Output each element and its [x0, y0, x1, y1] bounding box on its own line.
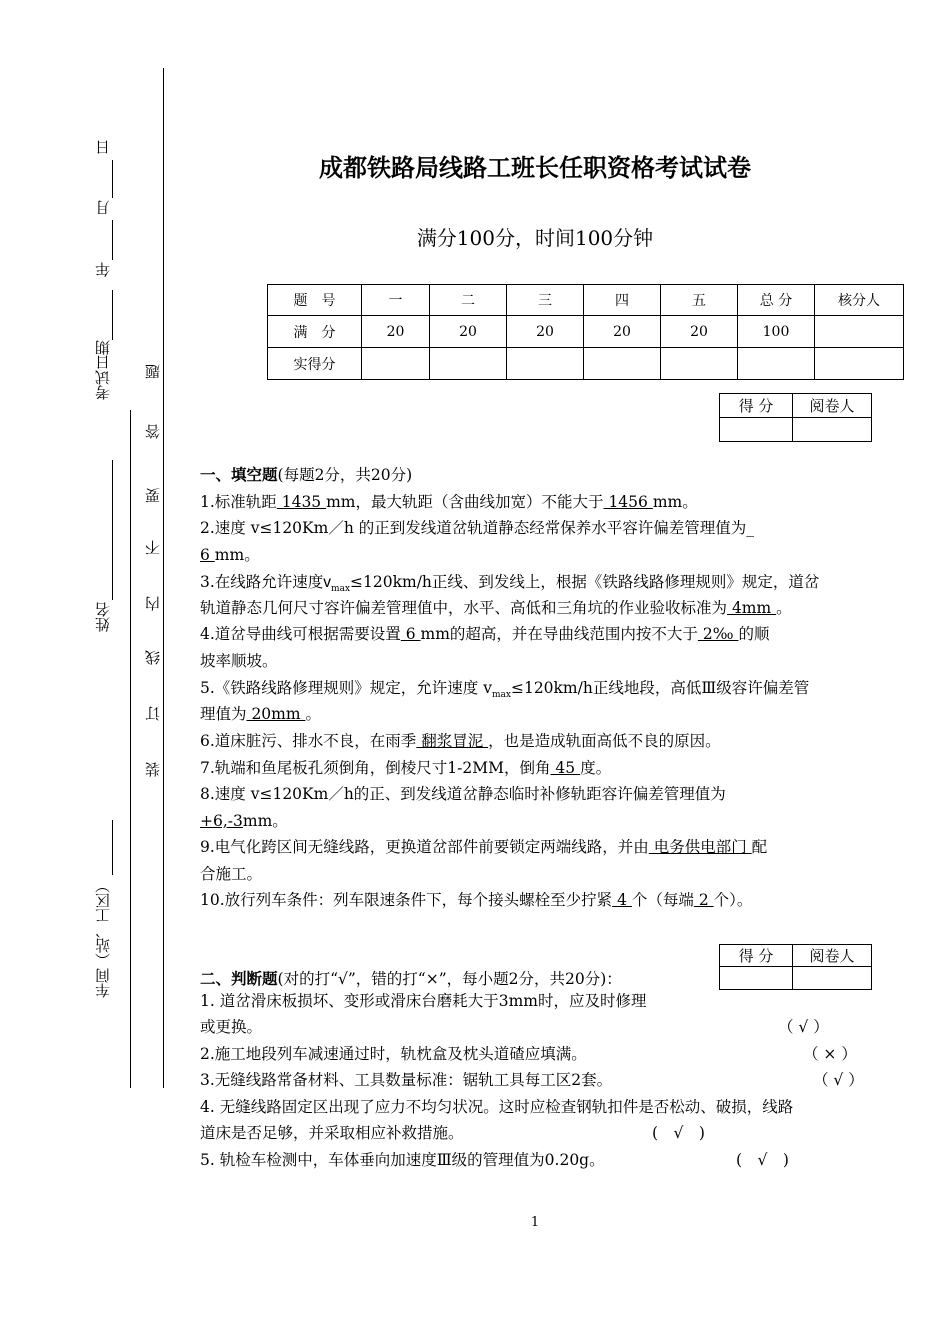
question-10: 10.放行列车条件：列车限速条件下，每个接头螺栓至少拧紧 4 个（每端 2 个）。 [200, 891, 753, 909]
binding-line-2 [130, 410, 131, 1088]
exam-date-label: 考试日期 [94, 340, 112, 400]
full-score-cell: 20 [584, 316, 661, 348]
question-5-line2: 理值为 20mm 。 [200, 705, 322, 723]
answer[interactable]: 4 [612, 891, 632, 909]
page-subtitle: 满分100分，时间100分钟 [416, 226, 654, 250]
judge-question-3: 3.无缝线路常备材料、工具数量标准：锯轨工具每工区2套。 [200, 1071, 613, 1089]
question-8: 8.速度 v≤120Km／h的正、到发线道岔静态临时补修轨距容许偏差管理值为 [200, 785, 726, 803]
name-blank [112, 460, 113, 600]
obtained-score-cell[interactable] [362, 348, 430, 380]
column-header: 总 分 [738, 285, 815, 316]
question-1: 1.标准轨距 1435 mm，最大轨距（含曲线加宽）不能大于 1456 mm。 [200, 493, 698, 511]
question-9-line2: 合施工。 [200, 865, 263, 883]
score-table [267, 284, 904, 380]
score-label: 得 分 [720, 945, 793, 967]
section2-heading: 二、判断题(对的打“√”，错的打“×”，每小题2分，共20分)： [200, 969, 622, 988]
answer[interactable]: 45 [550, 759, 581, 777]
question-8-line2: +6,-3mm。 [200, 812, 288, 830]
question-6: 6.道床脏污、排水不良，在雨季 翻浆冒泥 ，也是造成轨面高低不良的原因。 [200, 732, 721, 750]
full-score-cell: 20 [430, 316, 507, 348]
row-label: 满 分 [268, 316, 362, 348]
answer[interactable]: 20mm [246, 705, 306, 723]
judge-mark[interactable]: （ √ ） [813, 1071, 864, 1089]
month-label: 月 [94, 200, 112, 215]
workshop-blank [112, 820, 113, 875]
obtained-score-cell[interactable] [661, 348, 738, 380]
answer[interactable]: +6,-3 [200, 812, 243, 830]
row-label: 实得分 [268, 348, 362, 380]
full-score-cell: 100 [738, 316, 815, 348]
question-2-line2: 6 mm。 [200, 546, 260, 564]
obtained-score-cell[interactable] [507, 348, 584, 380]
notice-char: 题 [144, 364, 162, 379]
question-9: 9.电气化跨区间无缝线路，更换道岔部件前要锁定两端线路，并由 电务供电部门 配 [200, 838, 768, 856]
column-header: 核分人 [815, 285, 904, 316]
column-header: 四 [584, 285, 661, 316]
answer[interactable]: 2 [693, 891, 714, 909]
answer[interactable]: 6 [400, 625, 421, 643]
answer[interactable]: 2‰ [697, 625, 739, 643]
column-header: 三 [507, 285, 584, 316]
notice-char: 线 [144, 650, 162, 665]
answer[interactable]: 1435 [276, 493, 327, 511]
question-3-line2: 轨道静态几何尺寸容许偏差管理值中，水平、高低和三角坑的作业验收标准为 4mm 。 [200, 599, 792, 617]
judge-mark[interactable]: （ × ） [803, 1045, 857, 1063]
day-label: 日 [94, 140, 112, 155]
answer[interactable]: 翻浆冒泥 [416, 732, 489, 750]
judge-question-1: 1. 道岔滑床板损坏、变形或滑床台磨耗大于3mm时，应及时修理 [200, 992, 647, 1010]
full-score-cell: 20 [362, 316, 430, 348]
name-label: 姓名 [94, 602, 112, 632]
grader-box [719, 944, 872, 990]
answer[interactable]: 1456 [603, 493, 653, 511]
row-label: 题 号 [268, 285, 362, 316]
question-4: 4.道岔导曲线可根据需要设置 6 mm的超高，并在导曲线范围内按不大于 2‰ 的顺 [200, 625, 770, 643]
answer[interactable]: 电务供电部门 [648, 838, 752, 856]
answer[interactable]: 4mm [727, 599, 777, 617]
score-input-cell[interactable] [720, 967, 793, 990]
judge-question-4-line2: 道床是否足够，并采取相应补救措施。 [200, 1124, 464, 1142]
judge-mark[interactable]: ( √ ) [652, 1124, 705, 1142]
answer[interactable]: 6 [200, 546, 215, 564]
obtained-score-cell[interactable] [584, 348, 661, 380]
notice-char: 不 [144, 540, 162, 555]
score-input-cell[interactable] [720, 418, 793, 442]
question-5: 5.《铁路线路修理规则》规定，允许速度 $v_{max}\le 120km/h$正线地段，高低Ⅲ级容许偏差管 [200, 679, 810, 701]
reader-input-cell[interactable] [793, 967, 872, 990]
full-score-cell [815, 316, 904, 348]
page-number: 1 [530, 1215, 540, 1230]
page-title: 成都铁路局线路工班长任职资格考试试卷 [319, 153, 751, 182]
column-header: 一 [362, 285, 430, 316]
notice-char: 内 [144, 596, 162, 611]
full-score-cell: 20 [507, 316, 584, 348]
column-header: 五 [661, 285, 738, 316]
judge-question-4: 4. 无缝线路固定区出现了应力不均匀状况。这时应检查钢轨扣件是否松动、破损，线路 [200, 1098, 794, 1116]
workshop-label: 车间（站、工区） [94, 878, 112, 998]
year-label: 年 [94, 262, 112, 277]
exam-date-blank [112, 290, 113, 340]
score-label: 得 分 [720, 394, 793, 418]
notice-char: 订 [144, 706, 162, 721]
obtained-score-cell[interactable] [738, 348, 815, 380]
grader-box [719, 393, 872, 442]
obtained-score-cell[interactable] [815, 348, 904, 380]
judge-mark[interactable]: （ √ ） [778, 1018, 829, 1036]
binding-line [163, 68, 164, 1088]
column-header: 二 [430, 285, 507, 316]
full-score-cell: 20 [661, 316, 738, 348]
judge-question-1-line2: 或更换。 [200, 1018, 263, 1036]
judge-question-2: 2.施工地段列车减速通过时，轨枕盒及枕头道碴应填满。 [200, 1045, 587, 1063]
reader-label: 阅卷人 [793, 945, 872, 967]
question-3: 3.在线路允许速度$v_{max}\le 120km/h$正线、到发线上，根据《铁路线路修理规则》规定，道岔 [200, 573, 820, 595]
notice-char: 答 [144, 424, 162, 439]
section1-heading: 一、填空题(每题2分，共20分) [200, 465, 413, 484]
reader-label: 阅卷人 [793, 394, 872, 418]
obtained-score-cell[interactable] [430, 348, 507, 380]
question-4-line2: 坡率顺坡。 [200, 652, 278, 670]
question-2: 2.速度 v≤120Km／h 的正到发线道岔轨道静态经常保养水平容许偏差管理值为_ [200, 519, 754, 537]
judge-mark[interactable]: ( √ ) [736, 1151, 789, 1169]
notice-char: 装 [144, 762, 162, 777]
reader-input-cell[interactable] [793, 418, 872, 442]
question-7: 7.轨端和鱼尾板孔须倒角，倒棱尺寸1-2MM，倒角 45 度。 [200, 759, 612, 777]
judge-question-5: 5. 轨检车检测中，车体垂向加速度Ⅲ级的管理值为0.20g。 [200, 1151, 605, 1169]
notice-char: 要 [144, 488, 162, 503]
